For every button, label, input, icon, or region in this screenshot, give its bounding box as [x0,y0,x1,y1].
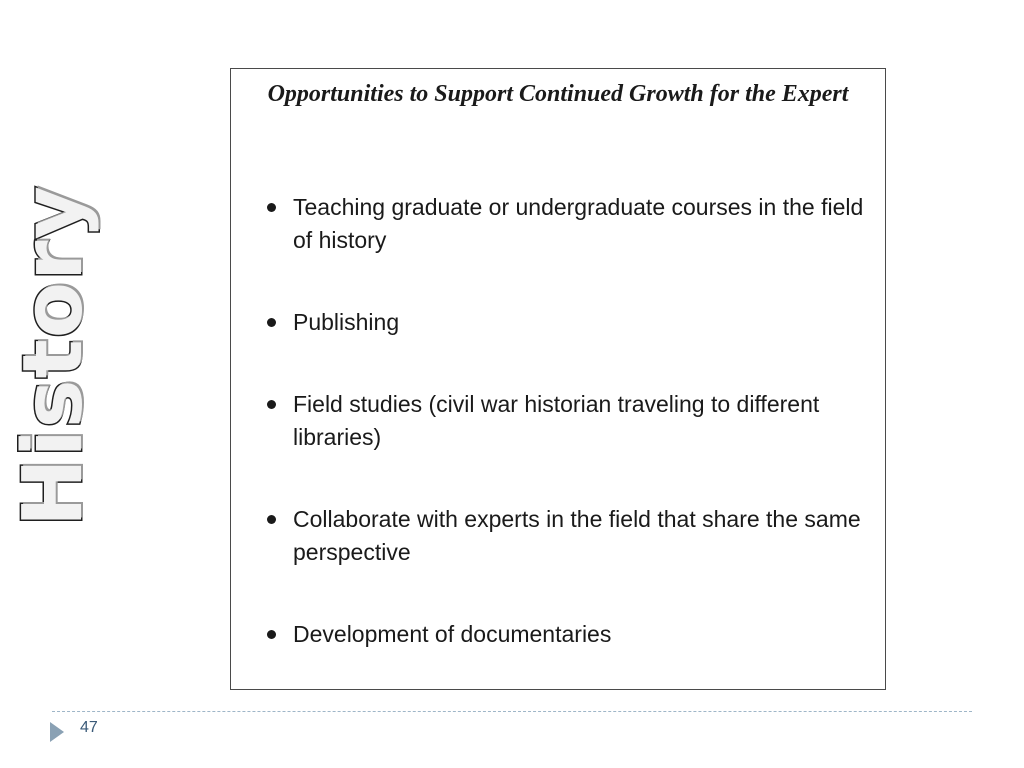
list-item [267,618,877,651]
side-title: History [6,185,101,527]
bullet-text: Development of documentaries [293,621,612,647]
footer-divider [52,711,972,712]
content-box [230,68,886,690]
list-item [267,306,877,339]
bullet-dot-icon [267,400,276,409]
bullet-dot-icon [267,515,276,524]
page-number: 47 [80,719,98,736]
bullet-text: Teaching graduate or undergraduate courses in the field of history [293,194,864,253]
triangle-right-icon [50,722,64,742]
box-heading: Opportunities to Support Continued Growth for the Expert [267,81,849,107]
bullet-dot-icon [267,630,276,639]
list-item [267,191,877,257]
bullet-text: Publishing [293,309,400,335]
list-item [267,503,877,569]
list-item [267,388,877,454]
bullet-text: Field studies (civil war historian traveling to different libraries) [293,391,820,450]
bullet-dot-icon [267,203,276,212]
bullet-list [267,191,877,700]
bullet-text: Collaborate with experts in the field that share the same perspective [293,506,861,565]
bullet-dot-icon [267,318,276,327]
